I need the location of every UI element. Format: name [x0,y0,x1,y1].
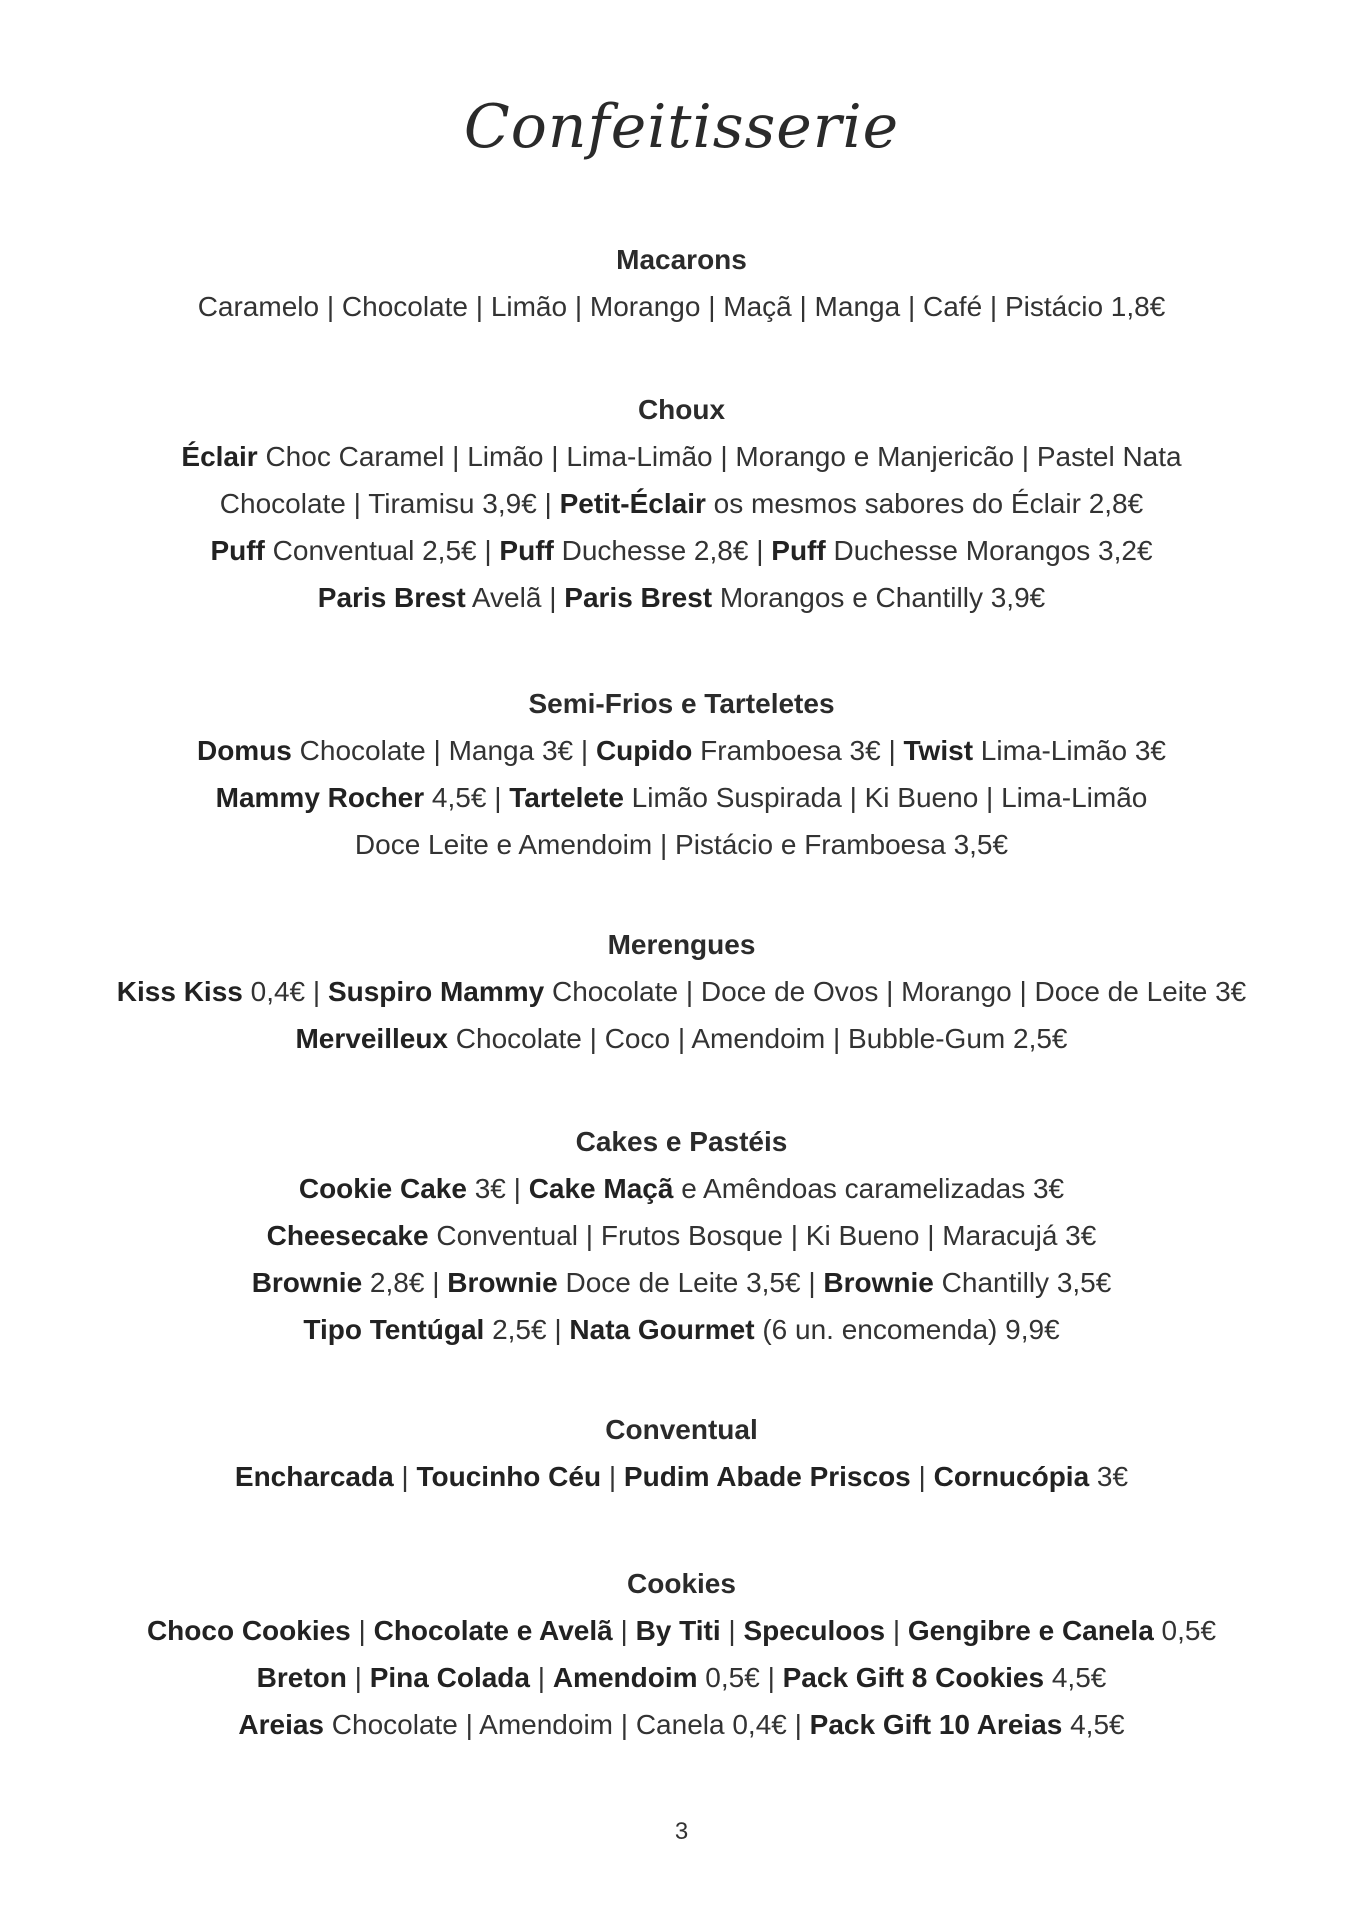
item-text: Doce de Leite 3,5€ | [557,1267,824,1298]
page-number: 3 [674,1818,689,1845]
item-text: Chocolate | Tiramisu 3,9€ | [219,488,560,519]
item-name: Cookie Cake [298,1173,467,1204]
menu-line [0,1654,1363,1701]
menu-line [0,727,1363,774]
item-name: Tartelete [509,782,624,813]
item-name: Puff [210,535,265,566]
item-text: 4,5€ | [424,782,510,813]
item-text: Lima-Limão 3€ [973,735,1166,766]
item-name: Brownie [447,1267,558,1298]
item-text: 0,5€ [1153,1615,1217,1646]
item-name: Cheesecake [266,1220,429,1251]
menu-line [0,283,1363,330]
item-text: Limão Suspirada | Ki Bueno | Lima-Limão [623,782,1148,813]
menu-line [0,774,1363,821]
section-macarons [0,236,1363,330]
menu-line [0,480,1363,527]
item-text: Doce Leite e Amendoim | Pistácio e Framboesa 3,5€ [354,829,1009,860]
item-text: Chocolate | Doce de Ovos | Morango | Doce de Leite 3€ [544,976,1247,1007]
menu-line [0,1701,1363,1748]
item-name: Chocolate e Avelã [373,1615,613,1646]
section-heading: Conventual [605,1414,758,1445]
item-name: Pack Gift 10 Areias [809,1709,1063,1740]
section-choux [0,386,1363,621]
menu-line [0,1165,1363,1212]
item-name: Merveilleux [295,1023,449,1054]
item-text: Conventual | Frutos Bosque | Ki Bueno | Maracujá 3€ [428,1220,1097,1251]
item-name: Cupido [595,735,693,766]
item-text: 0,4€ | [242,976,328,1007]
item-name: Puff [771,535,826,566]
item-text: 4,5€ [1044,1662,1107,1693]
menu-line [0,574,1363,621]
item-text: Morangos e Chantilly 3,9€ [712,582,1046,613]
item-name: Pudim Abade Priscos [623,1461,911,1492]
menu-line [0,1453,1363,1500]
item-name: Pack Gift 8 Cookies [782,1662,1045,1693]
item-name: Pina Colada [369,1662,530,1693]
section-heading: Semi-Frios e Tarteletes [528,688,835,719]
menu-line [0,1306,1363,1353]
item-name: By Titi [635,1615,721,1646]
item-name: Suspiro Mammy [327,976,545,1007]
item-name: Brownie [823,1267,934,1298]
item-name: Petit-Éclair [559,488,706,519]
section-heading: Cakes e Pastéis [575,1126,788,1157]
item-name: Toucinho Céu [416,1461,602,1492]
item-name: Nata Gourmet [569,1314,755,1345]
section-heading: Choux [637,394,726,425]
item-name: Tipo Tentúgal [303,1314,485,1345]
section-heading: Macarons [616,244,747,275]
item-text: | [393,1461,417,1492]
item-text: | [885,1615,908,1646]
item-text: 3€ [1089,1461,1129,1492]
item-name: Puff [499,535,554,566]
item-text: 2,8€ | [362,1267,448,1298]
item-text: | [612,1615,636,1646]
item-text: | [529,1662,553,1693]
item-text: | [720,1615,744,1646]
item-text: | [346,1662,370,1693]
item-name: Cornucópia [933,1461,1090,1492]
section-cakes [0,1118,1363,1353]
item-text: Chocolate | Coco | Amendoim | Bubble-Gum 2,5€ [448,1023,1068,1054]
page-title: Confeitisserie [463,92,900,162]
item-name: Gengibre e Canela [907,1615,1154,1646]
section-merengues [0,921,1363,1062]
item-text: Framboesa 3€ | [692,735,904,766]
item-name: Encharcada [234,1461,394,1492]
menu-line [0,433,1363,480]
menu-line [0,1015,1363,1062]
item-text: Chocolate | Amendoim | Canela 0,4€ | [324,1709,810,1740]
item-name: Domus [196,735,292,766]
section-heading: Merengues [607,929,756,960]
item-text: | [910,1461,934,1492]
section-semi-frios [0,680,1363,868]
item-text: Caramelo | Chocolate | Limão | Morango | Maçã | Manga | Café | Pistácio 1,8€ [197,291,1166,322]
item-text: | [350,1615,374,1646]
menu-line [0,527,1363,574]
item-name: Brownie [251,1267,363,1298]
menu-line [0,1212,1363,1259]
item-name: Kiss Kiss [116,976,243,1007]
item-name: Choco Cookies [146,1615,351,1646]
menu-line [0,1607,1363,1654]
menu-line [0,821,1363,868]
item-text: Duchesse 2,8€ | [553,535,772,566]
item-text: 4,5€ [1062,1709,1125,1740]
item-name: Cake Maçã [528,1173,674,1204]
item-name: Paris Brest [317,582,466,613]
item-name: Éclair [181,441,258,472]
item-text: 3€ | [466,1173,529,1204]
item-text: e Amêndoas caramelizadas 3€ [673,1173,1065,1204]
item-name: Twist [903,735,974,766]
item-text: Chocolate | Manga 3€ | [291,735,596,766]
item-name: Speculoos [743,1615,886,1646]
item-text: Avelã | [465,582,565,613]
menu-line [0,968,1363,1015]
section-heading: Cookies [627,1568,736,1599]
item-text: 2,5€ | [484,1314,570,1345]
item-text: Chantilly 3,5€ [933,1267,1112,1298]
item-text: (6 un. encomenda) 9,9€ [754,1314,1060,1345]
item-name: Amendoim [552,1662,698,1693]
section-conventual [0,1406,1363,1500]
item-text: | [601,1461,624,1492]
item-text: Conventual 2,5€ | [264,535,500,566]
item-name: Paris Brest [564,582,713,613]
menu-line [0,1259,1363,1306]
item-name: Breton [256,1662,347,1693]
item-name: Mammy Rocher [215,782,425,813]
section-cookies [0,1560,1363,1748]
item-text: Choc Caramel | Limão | Lima-Limão | Morango e Manjericão | Pastel Nata [257,441,1182,472]
item-text: Duchesse Morangos 3,2€ [825,535,1153,566]
item-text: 0,5€ | [697,1662,783,1693]
item-name: Areias [238,1709,325,1740]
item-text: os mesmos sabores do Éclair 2,8€ [705,488,1144,519]
